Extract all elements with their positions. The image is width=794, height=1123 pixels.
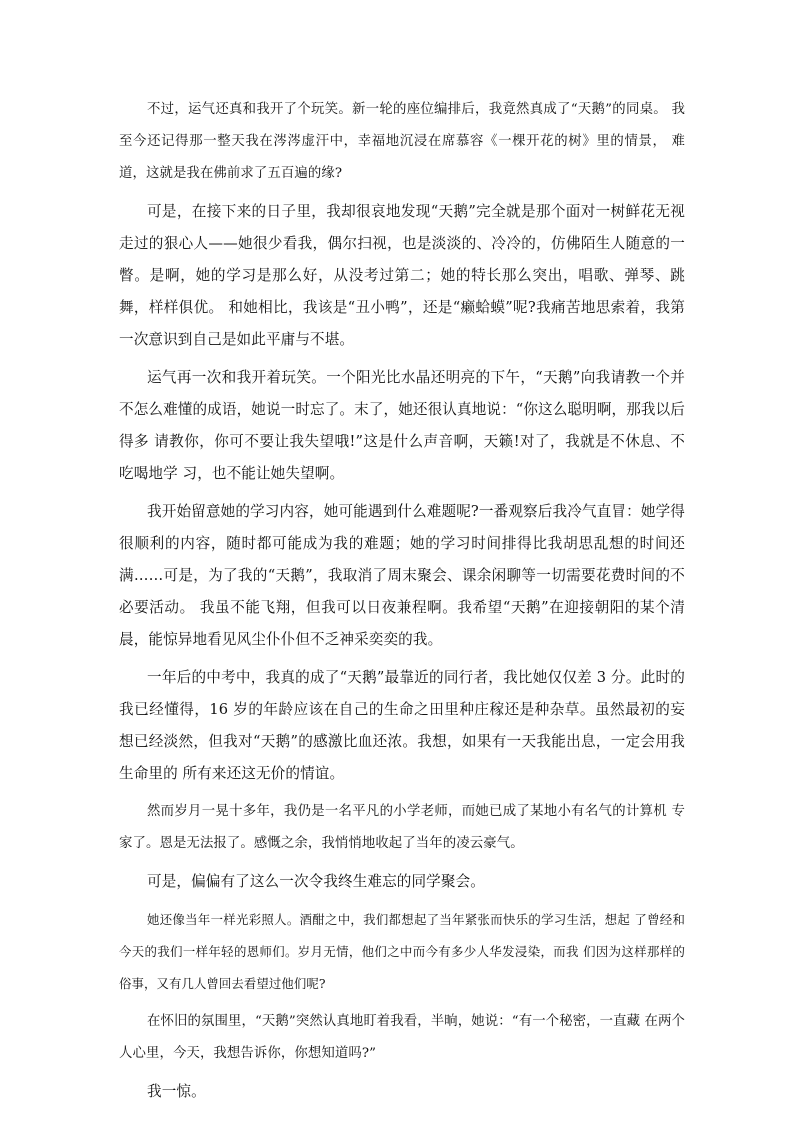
paragraph-4: 我开始留意她的学习内容，她可能遇到什么难题呢?一番观察后我冷气直冒：她学得很顺利的内容，随时都可能成为我的难题；她的学习时间排得比我胡思乱想的时间还满……可是，为了我的“天鹅”，我取消了周末聚会、课余闲聊等一切需要花费时间的不必要活动。 我虽不能飞翔，但我可以日夜兼程啊。我希望“天鹅”在迎接朝阳的某个清晨，能惊异地看见风尘仆仆但不乏神采奕奕的我。 [119, 503, 685, 648]
paragraph-8: 她还像当年一样光彩照人。酒酣之中，我们都想起了当年紧张而快乐的学习生活，想起 了曾经和今天的我们一样年轻的恩师们。岁月无情，他们之中而今有多少人华发浸染，而我 们因为这样那样的俗事，又有几人曾回去看望过他们呢? [119, 912, 685, 991]
paragraph-5: 一年后的中考中，我真的成了“天鹅”最靠近的同行者，我比她仅仅差 3 分。此时的我已经懂得，16 岁的年龄应该在自己的生命之田里种庄稼还是种杂草。虽然最初的妄想已经淡然，但我对“天鹅”的感激比血还浓。我想，如果有一天我能出息，一定会用我生命里的 所有来还这无价的情谊。 [119, 669, 685, 782]
paragraph-1: 不过，运气还真和我开了个玩笑。新一轮的座位编排后，我竟然真成了“天鹅”的同桌。 我至今还记得那一整天我在涔涔虚汗中，幸福地沉浸在席慕容《一棵开花的树》里的情景， 难道，这就是我在佛前求了五百遍的缘? [119, 102, 685, 181]
paragraph-6: 然而岁月一晃十多年，我仍是一名平凡的小学老师，而她已成了某地小有名气的计算机 专家了。恩是无法报了。感慨之余，我悄悄地收起了当年的凌云豪气。 [119, 804, 685, 851]
article-body [119, 94, 685, 1114]
paragraph-7: 可是，偏偏有了这么一次令我终生难忘的同学聚会。 [147, 873, 485, 890]
paragraph-3: 运气再一次和我开着玩笑。一个阳光比水晶还明亮的下午，“天鹅”向我请教一个并不怎么难懂的成语，她说一时忘了。末了，她还很认真地说：“你这么聪明啊，那我以后得多 请教你，你可不要让我失望哦!”这是什么声音啊，天籁!对了，我就是不休息、不吃喝地学 习，也不能让她失望啊。 [119, 369, 685, 482]
paragraph-10: 我一惊。 [147, 1083, 206, 1100]
paragraph-2: 可是，在接下来的日子里，我却很哀地发现“天鹅”完全就是那个面对一树鲜花无视走过的狠心人——她很少看我，偶尔扫视，也是淡淡的、冷冷的，仿佛陌生人随意的一瞥。是啊，她的学习是那么好，从没考过第二；她的特长那么突出，唱歌、弹琴、跳舞，样样俱优。 和她相比，我该是“丑小鸭”，还是“癞蛤蟆”呢?我痛苦地思索着，我第一次意识到自己是如此平庸与不堪。 [119, 203, 685, 348]
paragraph-9: 在怀旧的氛围里，“天鹅”突然认真地盯着我看，半晌，她说：“有一个秘密，一直藏 在两个人心里，今天，我想告诉你，你想知道吗?” [119, 1014, 685, 1061]
